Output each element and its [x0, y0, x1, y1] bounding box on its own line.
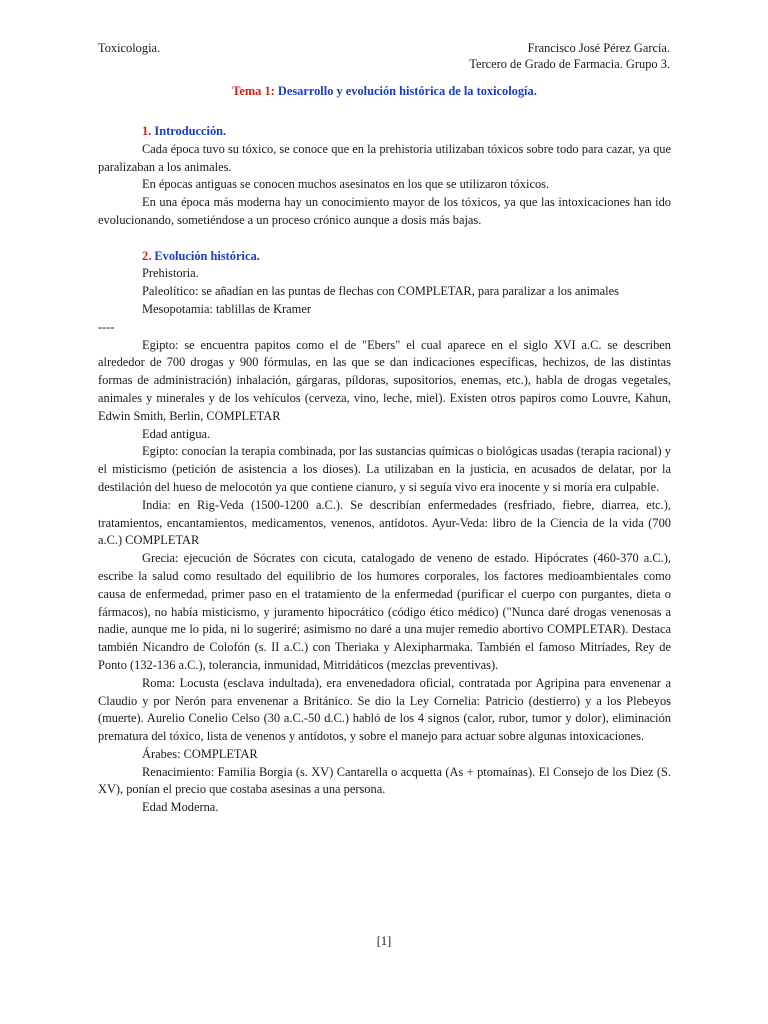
- paragraph-roma: Roma: Locusta (esclava indultada), era envenedadora oficial, contratada por Agripina para envenenar a Claudio y por Nerón para envenenar a Británico. Se dio la Ley Cornelia: Patricio (destierro) y a los Plebeyos (muerte). Aurelio Conelio Celso (30 a.C.-50 d.C.) habló de los 4 signos (calor, rubor, tumor y dolor), eliminación prematura del tóxico, lista de venenos y antídotos, y sobre el manejo para actuar sobre algunas intoxicaciones.: [98, 675, 671, 744]
- paragraph-paleolitico: Paleolítico: se añadían en las puntas de flechas con COMPLETAR, para paralizar a los animales: [142, 284, 619, 299]
- title-number: Tema 1:: [232, 84, 275, 98]
- title-text: Desarrollo y evolución histórica de la toxicología.: [277, 84, 537, 98]
- page-title: [98, 82, 671, 100]
- paragraph-arabes: Árabes: COMPLETAR: [142, 746, 258, 761]
- paragraph: Cada época tuvo su tóxico, se conoce que en la prehistoria utilizaban tóxicos sobre todo para cazar, ya que paralizaban a los animales.: [98, 141, 671, 174]
- paragraph-mesopotamia: Mesopotamia: tablillas de Kramer: [142, 301, 311, 316]
- paragraph-india: India: en Rig-Veda (1500-1200 a.C.). Se describían enfermedades (resfriado, fiebre, diarrea, etc.), tratamientos, encantamientos, medicamentos, venenos, antídotos. Ayur-Veda: libro de la Ciencia de la vida (700 a.C.) COMPLETAR: [98, 497, 671, 548]
- section-title: Evolución histórica.: [154, 248, 260, 263]
- document-body: [98, 82, 671, 817]
- section-heading-introduccion: [98, 123, 671, 141]
- page-number: [1]: [376, 934, 392, 948]
- paragraph: En una época más moderna hay un conocimiento mayor de los tóxicos, ya que las intoxicaciones han ido evolucionando, sometiéndose a un proceso crónico aunque a dosis más bajas.: [98, 195, 671, 227]
- header-course: Tercero de Grado de Farmacia. Grupo 3.: [469, 57, 670, 71]
- header-author-block: [469, 40, 670, 72]
- paragraph-egipto-papiros: Egipto: se encuentra papitos como el de "Ebers" el cual aparece en el siglo XVI a.C. se describen alrededor de 700 drogas y 900 fórmulas, en las que se dan indicaciones específicas, hechizos, de las distintas formas de administración) inhalación, gárgaras, píldoras, supositorios, enemas, etc.), habla de drogas vegetales, animales y minerales y de los vehículos (cerveza, vino, leche, miel). Existen otros papiros como Louvre, Kahun, Edwin Smith, Berlin, COMPLETAR: [98, 337, 671, 423]
- paragraph-edad-moderna: Edad Moderna.: [142, 800, 219, 815]
- header-author: Francisco José Pérez García.: [527, 41, 670, 55]
- paragraph-grecia: Grecia: ejecución de Sócrates con cicuta, catalogado de veneno de estado. Hipócrates (460-370 a.C.), escribe la salud como resultado del equilibrio de los humores corporales, los factores medioambientales como causa de enfermedad, primer paso en el tratamiento de la enfermedad (purificar el cuerpo con purgantes, dieta o fármacos), no había misticismo, y juramento hipocrático (código ético médico) ("Nunca daré drogas venenosas a nadie, aunque me lo pida, ni lo sugeriré; asimismo no daré a una mujer remedio abortivo COMPLETAR). Destaca también Nicandro de Colofón (s. II a.C.) con Theriaka y Alexipharmaka. También el famoso Mitríades, Rey de Ponto (132-136 a.C.), tolerancia, inmunidad, Mitridáticos (mezclas preventivas).: [98, 551, 671, 672]
- header-subject: Toxicologia.: [98, 41, 161, 55]
- paragraph-prehistoria: Prehistoria.: [142, 266, 199, 281]
- section-title: Introducción.: [154, 124, 227, 138]
- section-heading-evolucion: [98, 248, 671, 266]
- section-number: 1.: [142, 124, 152, 138]
- spacer: [98, 230, 671, 248]
- paragraph-renacimiento: Renacimiento: Familia Borgia (s. XV) Cantarella o acquetta (As + ptomaínas). El Consejo de los Diez (S. XV), ponían el precio que costaba asesinas a una persona.: [98, 764, 671, 797]
- paragraph-edad-antigua: Edad antigua.: [142, 426, 211, 441]
- section-number: 2.: [142, 248, 152, 263]
- paragraph-egipto-terapia: Egipto: conocían la terapia combinada, por las sustancias químicas o biológicas usadas (terapia racional) y el misticismo (petición de asistencia a los dioses). La utilizaban en la justicia, en acusados de delatar, por la destilación del hueso de melocotón ya que contiene cianuro, y si seguía vivo era inocente y si moría era culpable.: [98, 444, 671, 494]
- separator-text: ----: [98, 319, 115, 334]
- paragraph: En épocas antiguas se conocen muchos asesinatos en los que se utilizaron tóxicos.: [142, 177, 550, 192]
